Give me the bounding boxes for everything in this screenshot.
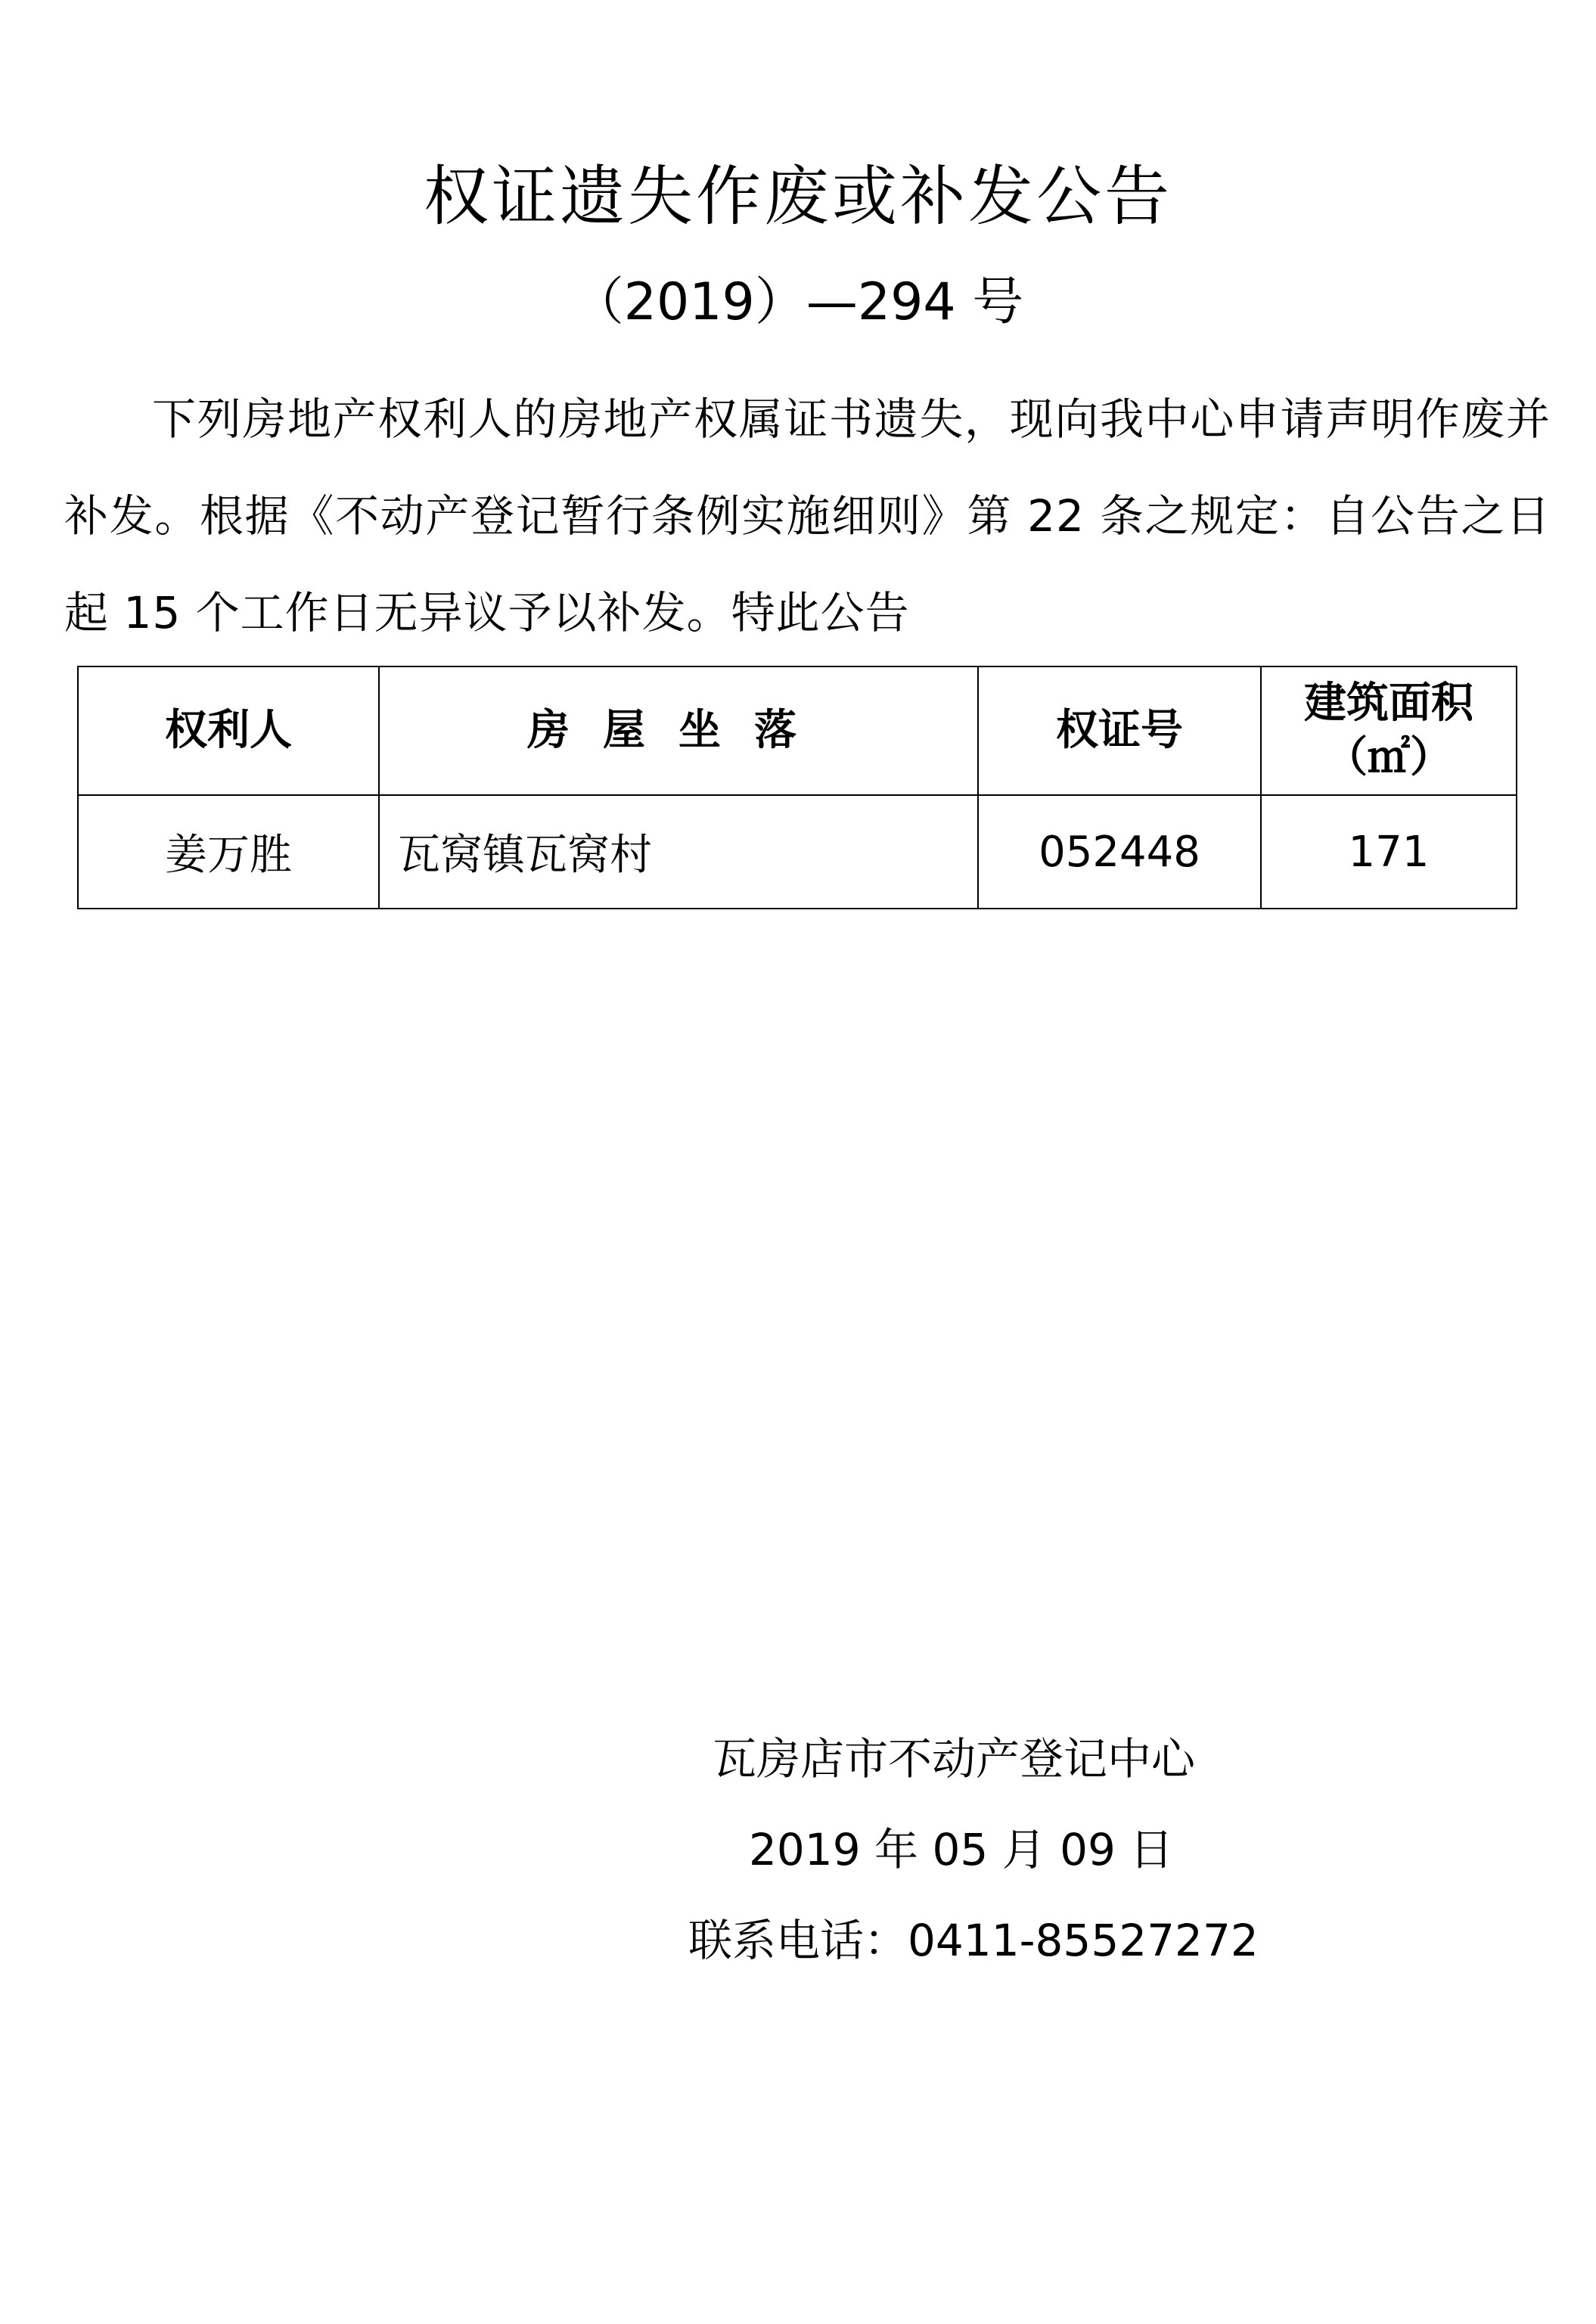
signature-block — [666, 1713, 1498, 1986]
notice-paragraph: 下列房地产权利人的房地产权属证书遗失，现向我中心申请声明作废并补发。根据《不动产登记暂行条例实施细则》第 22 条之规定：自公告之日起 15 个工作日无异议予以补发。特此公告 — [64, 393, 1551, 638]
header-area-label: 建筑面积 — [1304, 679, 1473, 728]
issuing-organization: 瓦房店市不动产登记中心 — [713, 1733, 1196, 1785]
header-area — [1261, 666, 1517, 795]
header-location-label: 房屋坐落 — [527, 706, 830, 755]
header-area-unit: （㎡） — [1325, 733, 1452, 782]
header-location — [379, 666, 978, 795]
cell-location: 瓦窝镇瓦窝村 — [379, 795, 978, 909]
issue-date: 2019 年 05 月 09 日 — [749, 1824, 1174, 1875]
records-table — [77, 666, 1517, 909]
table-header-row — [78, 666, 1517, 795]
header-certificate: 权证号 — [978, 666, 1261, 795]
cell-owner: 姜万胜 — [78, 795, 379, 909]
table-row — [78, 795, 1517, 909]
cell-area: 171 — [1261, 795, 1517, 909]
contact-phone: 联系电话：0411-85527272 — [688, 1915, 1259, 1966]
header-owner: 权利人 — [78, 666, 379, 795]
cell-certificate: 052448 — [978, 795, 1261, 909]
page-title: 权证遗失作废或补发公告 — [424, 159, 1172, 235]
notice-number: （2019）—294 号 — [572, 272, 1024, 332]
